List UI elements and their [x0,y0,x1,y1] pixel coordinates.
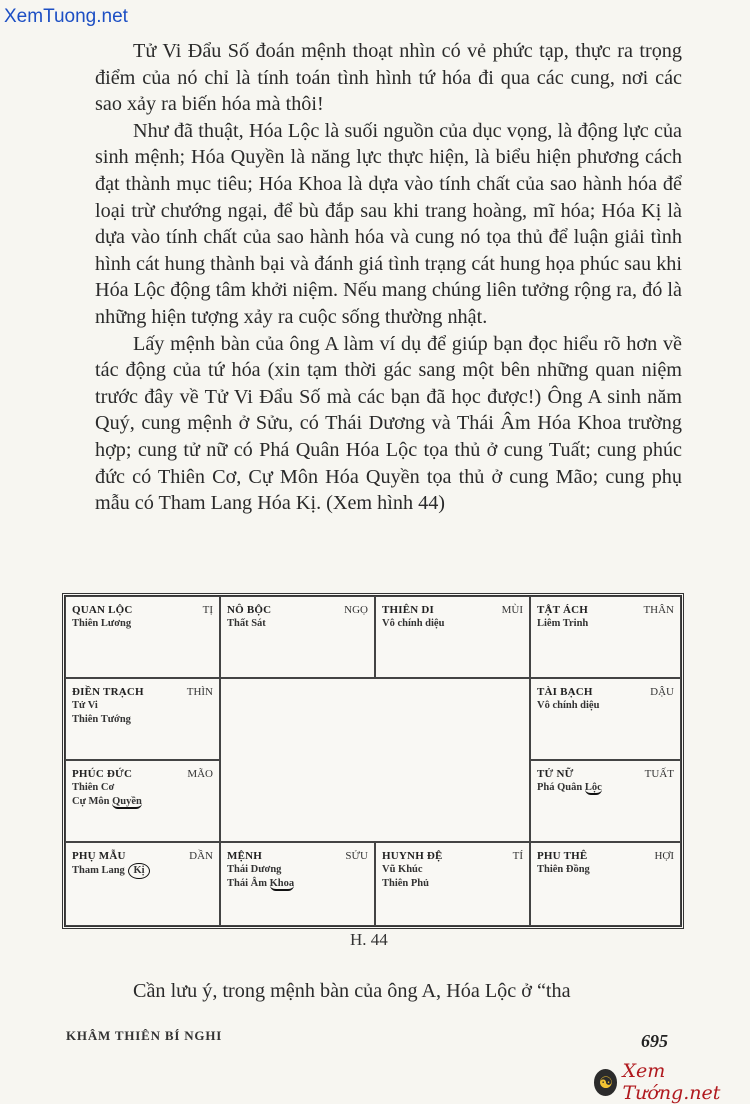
cell-phuc-duc [65,760,220,842]
chart-center [220,678,530,842]
cell-dien-trach [65,678,220,760]
star: Vô chính diệu [382,618,445,629]
palace-name: MỆNH [227,850,263,862]
star: Thái Âm [227,878,267,889]
star: Cự Môn [72,796,110,807]
cell-tat-ach [530,596,681,678]
branch-label: MÙI [501,604,523,616]
star: Thái Dương [227,864,282,875]
page-number: 695 [641,1031,668,1051]
book-title: KHÂM THIÊN BÍ NGHI [66,1028,223,1043]
star: Tham Lang [72,865,125,876]
yin-yang-icon: ☯ [594,1069,617,1096]
cell-huynh-de [375,842,530,926]
branch-label: TÍ [512,850,523,862]
branch-label: MÃO [187,768,213,780]
site-logo[interactable] [594,1060,750,1104]
cell-quan-loc [65,596,220,678]
paragraph-1: Tử Vi Đẩu Số đoán mệnh thoạt nhìn có vẻ phức tạp, thực ra trọng điểm của nó chỉ là tính toán tình hình tứ hóa đi qua các cung, nơi các sao xảy ra biến hóa mà thôi! [95,40,682,116]
palace-name: PHU THÊ [537,850,588,862]
branch-label: THÂN [643,604,674,616]
star-with-mark [227,877,368,891]
body-text [95,38,682,517]
paragraph-2: Như đã thuật, Hóa Lộc là suối nguồn của dục vọng, là động lực của sinh mệnh; Hóa Quyền là năng lực thực hiện, là biểu hiện phương cách đạt thành mục tiêu; Hóa Khoa là dựa vào tính chất của sao hành hóa để loại trừ chướng ngại, để bù đắp sau khi trang hoàng, mĩ hóa; Hóa Kị là dựa vào tính chất của sao hành hóa và cung nó tọa thủ để luận giải tình hình cát hung thành bại và đánh giá tình trạng cát hung họa phúc sau khi Hóa Lộc động tâm khởi niệm. Nếu mang chúng liên tưởng rộng ra, đó là những hiện tượng xảy ra cuộc sống thường nhật. [95,119,682,328]
palace-name: THIÊN DI [382,604,435,616]
cell-phu-mau [65,842,220,926]
cell-no-boc [220,596,375,678]
branch-label: TUẤT [644,768,674,780]
star-with-mark [72,795,213,809]
logo-text: Xem Tướng.net [622,1060,721,1104]
star: Phá Quân [537,782,583,793]
palace-name: TỬ NỮ [537,768,574,780]
star: Thiên Tướng [72,714,131,725]
palace-name: QUAN LỘC [72,604,133,616]
palace-name: NÔ BỘC [227,604,272,616]
star: Vũ Khúc [382,864,423,875]
star: Thiên Đồng [537,864,590,875]
branch-label: HỢI [654,850,674,862]
star: Thiên Lương [72,618,132,629]
palace-name: ĐIỀN TRẠCH [72,686,144,698]
branch-label: NGỌ [344,604,368,616]
star: Thiên Phủ [382,878,429,889]
star: Thiên Cơ [72,782,115,793]
palace-name: PHÚC ĐỨC [72,768,133,780]
cell-thien-di [375,596,530,678]
cell-menh [220,842,375,926]
palace-name: TẬT ÁCH [537,604,589,616]
branch-label: SỬU [345,850,368,862]
cell-phu-the [530,842,681,926]
star: Vô chính diệu [537,700,600,711]
star-with-mark [72,863,213,879]
transform-mark-quyen: Quyền [112,796,142,807]
transform-mark-loc: Lộc [584,782,602,793]
watermark-top[interactable]: XemTuong.net [4,6,128,27]
palace-name: PHỤ MẪU [72,850,126,862]
transform-mark-khoa: Khoa [269,878,295,889]
star-with-mark [537,781,674,795]
branch-label: DẬU [650,686,674,698]
horoscope-chart [62,593,684,929]
transform-mark-ki: Kị [128,863,149,879]
figure-caption: H. 44 [350,930,388,949]
branch-label: THÌN [186,686,213,698]
paragraph-3: Lấy mệnh bàn của ông A làm ví dụ để giúp bạn đọc hiểu rõ hơn về tác động của tứ hóa (xin tạm thời gác sang một bên những quan niệm trước đây về Tử Vi Đẩu Số mà các bạn đã học được!) Ông A sinh năm Quý, cung mệnh ở Sửu, có Thái Dương và Thái Âm Hóa Khoa trường hợp; cung tử nữ có Phá Quân Hóa Lộc tọa thủ ở cung Tuất; cung phúc đức có Thiên Cơ, Cự Môn Hóa Quyền tọa thủ ở cung Mão; cung phụ mẫu có Tham Lang Hóa Kị. (Xem hình 44) [95,332,682,515]
star: Thất Sát [227,618,266,629]
star: Tử Vi [72,700,98,711]
palace-name: TÀI BẠCH [537,686,593,698]
branch-label: DẦN [189,850,213,862]
cell-tai-bach [530,678,681,760]
closing-text: Cần lưu ý, trong mệnh bàn của ông A, Hóa Lộc ở “tha [133,980,571,1002]
branch-label: TỊ [202,604,213,616]
star: Liêm Trinh [537,618,589,629]
cell-tu-nu [530,760,681,842]
palace-name: HUYNH ĐỆ [382,850,443,862]
